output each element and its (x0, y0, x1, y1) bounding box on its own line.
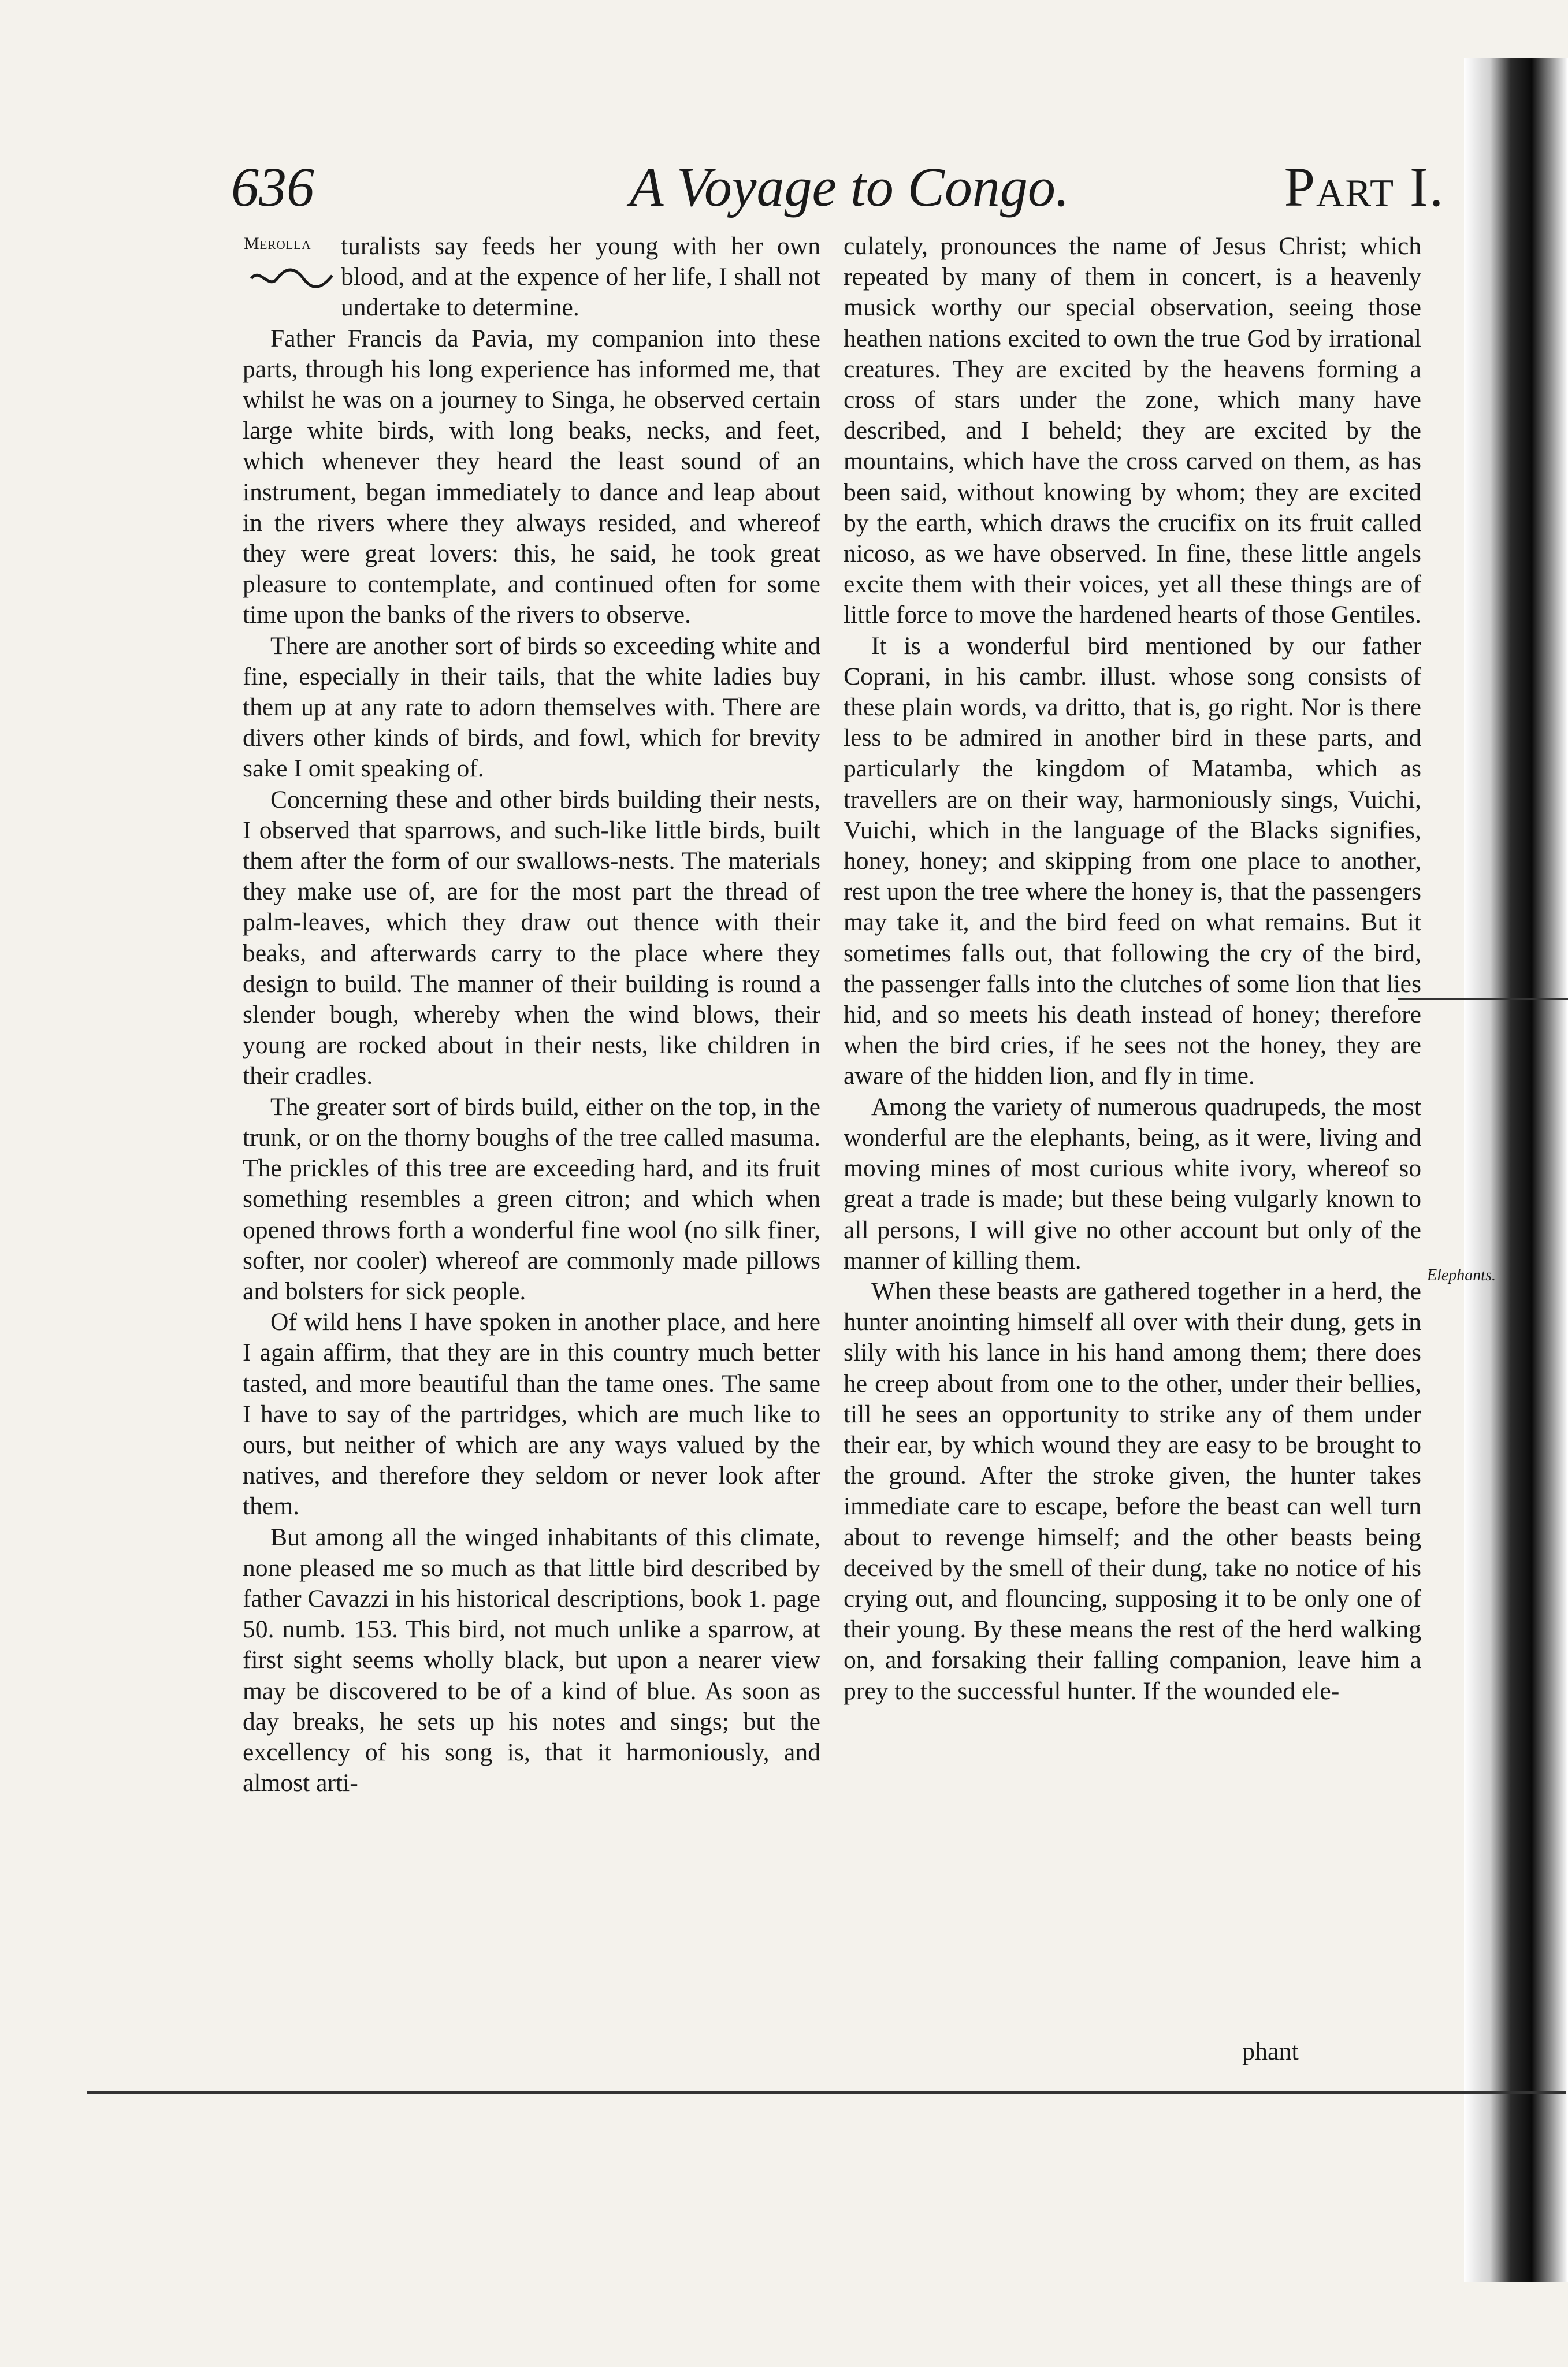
paragraph: Concerning these and other birds building their nests, I observed that sparrows, and such-like little birds, built them after the form of our swallows-nests. The materials they make use of, are for the most part the thread of palm-leaves, which they draw out thence with their beaks, and afterwards carry to the place where they design to build. The manner of their building is round a slender bough, whereby when the wind blows, their young are rocked about in their nests, like children in their cradles. (243, 785, 820, 1090)
margin-rule (1398, 998, 1568, 1000)
running-title: A Voyage to Congo. (630, 156, 1069, 218)
catchword: phant (1242, 2037, 1299, 2065)
paragraph: There are another sort of birds so exceeding white and fine, especially in their tails, that the white ladies buy them up at any rate to adorn themselves with. There are divers other kinds of birds, and fowl, which for brevity sake I omit speaking of. (243, 631, 820, 783)
paragraph: Among the variety of numerous quadrupeds, the most wonderful are the elephants, being, as it were, living and moving mines of most curious white ivory, whereof so great a trade is made; but these being vulgarly known to all persons, I will give no other account but only of the manner of killing them. (844, 1093, 1421, 1274)
margin-note-author: Merolla (244, 234, 311, 253)
paragraph: culately, pronounces the name of Jesus Christ; which repeated by many of them in concert, is a heavenly musick worthy our special observation, seeing those heathen nations excited to own the true God by irrational creatures. They are excited by the heavens forming a cross of stars under the zone, which many have described, and I beheld; they are excited by the mountains, which have the cross carved on them, as has been said, without knowing by whom; they are excited by the earth, which draws the crucifix on its fruit called nicoso, as we have observed. In fine, these little angels excite them with their voices, yet all these things are of little force to move the hardened hearts of those Gentiles. (844, 232, 1421, 629)
right-column (844, 231, 1421, 1707)
paragraph: Of wild hens I have spoken in another place, and here I again affirm, that they are in this country much better tasted, and more beautiful than the tame ones. The same I have to say of the partridges, which are much like to ours, but neither of which are any ways valued by the natives, and therefore they seldom or never look after them. (243, 1308, 820, 1521)
paragraph: The greater sort of birds build, either on the top, in the trunk, or on the thorny boughs of the tree called masuma. The prickles of this tree are exceeding hard, and its fruit something resembles a green citron; and which when opened throws forth a wonderful fine wool (no silk finer, softer, nor cooler) whereof are commonly made pillows and bolsters for sick people. (243, 1093, 820, 1305)
paragraph: turalists say feeds her young with her own blood, and at the expence of her life, I shall not undertake to determine. (341, 232, 820, 322)
left-column (243, 231, 820, 1799)
paragraph: It is a wonderful bird mentioned by our father Coprani, in his cambr. illust. whose song consists of these plain words, va dritto, that is, go right. Nor is there less to be admired in another bird in these parts, and particularly the kingdom of Matamba, which as travellers are on their way, harmoniously sings, Vuichi, Vuichi, which in the language of the Blacks signifies, honey, honey; and skipping from one place to another, rest upon the tree where the honey is, that the passengers may take it, and the bird feed on what remains. But it sometimes falls out, that following the cry of the bird, the passenger falls into the clutches of some lion that lies hid, and so meets his death instead of honey; therefore when the bird cries, if he sees not the honey, they are aware of the hidden lion, and fly in time. (844, 631, 1421, 1090)
book-spine-shadow (1464, 58, 1568, 2282)
paragraph: When these beasts are gathered together in a herd, the hunter anointing himself all over with their dung, gets in slily with his lance in his hand among them; there does he creep about from one to the other, under their bellies, till he sees an opportunity to strike any of them under their ear, by which wound they are easy to be brought to the ground. After the stroke given, the hunter takes immediate care to escape, before the beast can well turn about to revenge himself; and the other beasts being deceived by the smell of their dung, take no notice of his crying out, and flouncing, supposing it to be only one of their young. By these means the rest of the herd walking on, and forsaking their falling companion, leave him a prey to the successful hunter. If the wounded ele- (844, 1277, 1421, 1705)
page-number: 636 (231, 156, 314, 218)
part-label: Part I. (1284, 156, 1444, 218)
running-head (231, 149, 1444, 230)
bottom-rule (87, 2091, 1566, 2094)
paragraph: Father Francis da Pavia, my companion into these parts, through his long experience has informed me, that whilst he was on a journey to Singa, he observed certain large white birds, with long beaks, necks, and feet, which whenever they heard the least sound of an instrument, began immediately to dance and leap about in the rivers where they always resided, and whereof they were great lovers: this, he said, he took great pleasure to contemplate, and continued often for some time upon the banks of the rivers to observe. (243, 324, 820, 629)
paragraph: But among all the winged inhabitants of this climate, none pleased me so much as that little bird described by father Cavazzi in his historical descriptions, book 1. page 50. numb. 153. This bird, not much unlike a sparrow, at first sight seems wholly black, but upon a nearer view may be discovered to be of a kind of blue. As soon as day breaks, he sets up his notes and sings; but the excellency of his song is, that it harmoniously, and almost arti- (243, 1523, 820, 1797)
margin-note-elephants: Elephants. (1427, 1266, 1496, 1284)
